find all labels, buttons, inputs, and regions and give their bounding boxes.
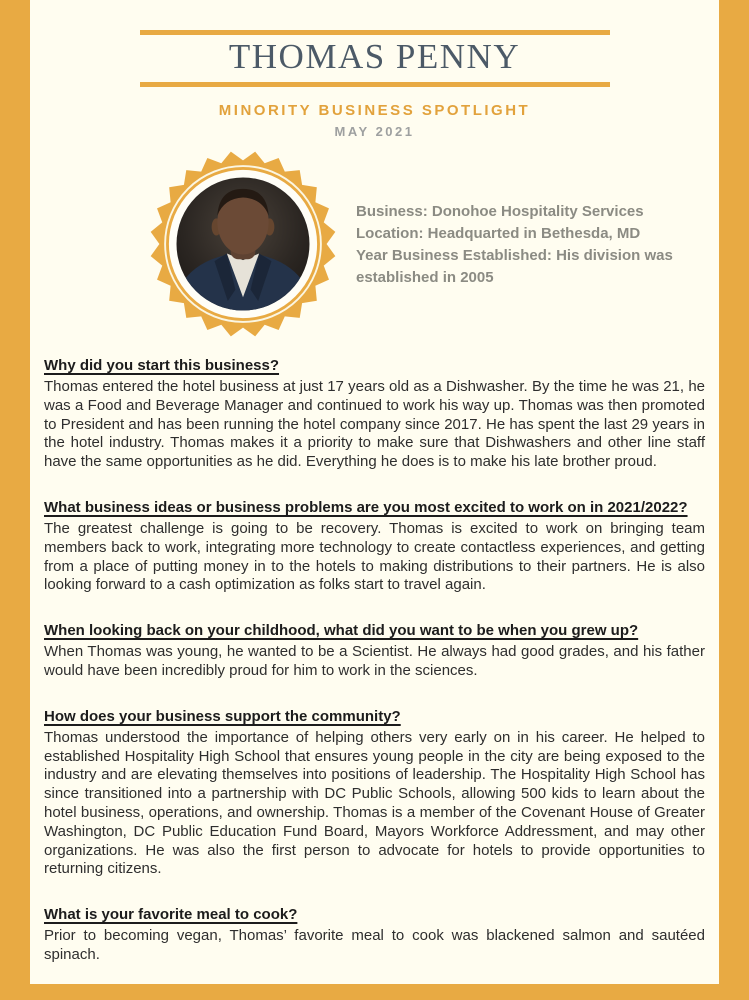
question-heading: When looking back on your childhood, what did you want to be when you grew up? bbox=[44, 622, 639, 640]
content-area bbox=[30, 30, 719, 1000]
qa-section bbox=[44, 356, 705, 472]
qa-section bbox=[44, 707, 705, 879]
answer-paragraph: Prior to becoming vegan, Thomas’ favorite meal to cook was blackened salmon and sautéed spinach. bbox=[44, 927, 705, 963]
portrait-seal-badge bbox=[148, 149, 338, 339]
header-rule-bottom bbox=[140, 82, 610, 87]
info-line-location bbox=[356, 223, 698, 245]
header-rule-top bbox=[140, 30, 610, 35]
issue-date: MAY 2021 bbox=[334, 124, 415, 139]
info-value: His division was established in 2005 bbox=[356, 247, 673, 286]
answer-paragraph: The greatest challenge is going to be recovery. Thomas is excited to work on bringing team members back to work, integrating more technology to create contactless experiences, and getting from a place of putting money in to the hotels to making distributions to their partners. He is also looking forward to a cash optimization as folks start to travel again. bbox=[44, 519, 705, 594]
left-gold-border bbox=[0, 0, 30, 1000]
info-label: Year Business Established: bbox=[356, 247, 552, 264]
right-gold-border bbox=[719, 0, 749, 1000]
page-title: THOMAS PENNY bbox=[228, 37, 521, 76]
qa-section bbox=[44, 621, 705, 681]
answer-paragraph: When Thomas was young, he wanted to be a Scientist. He always had good grades, and his father would have been incredibly proud for him to work in the sciences. bbox=[44, 643, 705, 679]
info-line-established bbox=[356, 245, 698, 289]
question-heading: What business ideas or business problems are you most excited to work on in 2021/2022? bbox=[44, 498, 688, 516]
info-label: Location: bbox=[356, 225, 424, 242]
info-value: Headquarted in Bethesda, MD bbox=[423, 225, 641, 242]
question-heading: Why did you start this business? bbox=[44, 357, 280, 374]
question-heading: How does your business support the community? bbox=[44, 707, 401, 725]
answer-paragraph: Thomas understood the importance of helping others very early on in his career. He helped to established Hospitality High School that ensures young people in the city are being exposed to the industry and are elevating themselves into positions of leadership. The Hospitality High School has since transitioned into a partnership with DC Public Schools, allowing 500 kids to learn about the hotel business, operations, and ownership. Thomas is a member of the Covenant House of Greater Washington, DC Public Education Fund Board, Mayors Workforce Addressment, and may other organizations. He was also the first person to advocate for hotels to provide opportunities to returning citizens. bbox=[44, 728, 705, 878]
info-value: Donohoe Hospitality Services bbox=[427, 203, 644, 220]
page-subtitle: MINORITY BUSINESS SPOTLIGHT bbox=[218, 102, 531, 119]
info-line-business bbox=[356, 201, 698, 223]
qa-sections bbox=[44, 356, 705, 965]
info-label: Business: bbox=[356, 203, 428, 220]
answer-paragraph: Thomas entered the hotel business at just 17 years old as a Dishwasher. By the time he was 21, he was a Food and Beverage Manager and continued to work his way up. Thomas was then promoted to President and has been running the hotel company since 2017. He has spent the last 29 years in the hotel industry. Thomas makes it a priority to make sure that Dishwashers and other line staff have the same opportunities as he did. Everything he does is to make his late brother proud. bbox=[44, 378, 705, 471]
question-heading: What is your favorite meal to cook? bbox=[44, 906, 298, 924]
business-info bbox=[356, 201, 698, 289]
bottom-gold-border bbox=[0, 984, 749, 1000]
profile-row bbox=[44, 149, 705, 341]
qa-section bbox=[44, 498, 705, 595]
qa-section bbox=[44, 905, 705, 965]
